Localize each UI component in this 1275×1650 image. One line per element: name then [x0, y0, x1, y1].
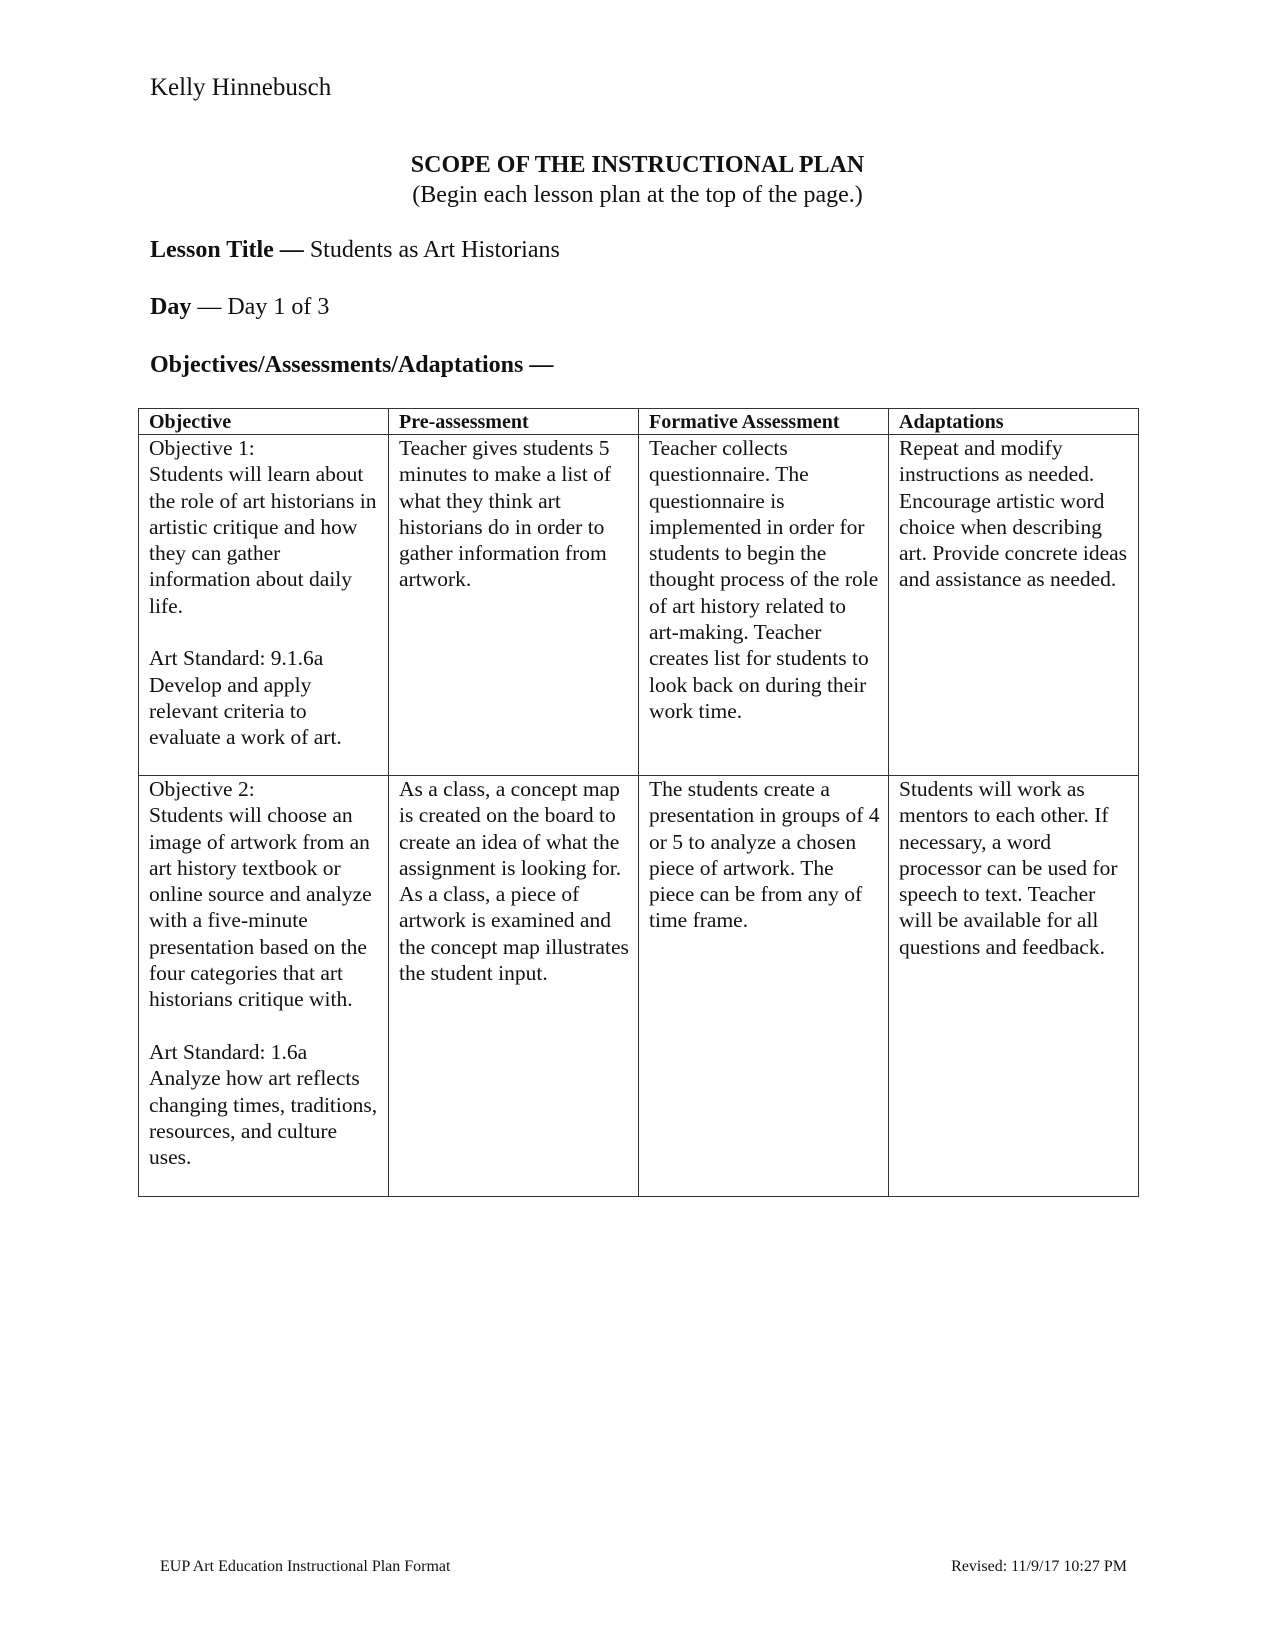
table-cell-adaptations [889, 435, 1139, 776]
table-header-row [139, 409, 1139, 435]
footer-right: Revised: 11/9/17 10:27 PM [951, 1558, 1127, 1575]
table-cell-adaptations [889, 776, 1139, 1197]
title-block [0, 150, 1275, 210]
header-formative-assessment: Formative Assessment [639, 409, 889, 435]
table-row [139, 776, 1139, 1197]
document-title: SCOPE OF THE INSTRUCTIONAL PLAN [410, 152, 865, 178]
cell-text: The students create a presentation in groups of 4 or 5 to analyze a chosen piece of artwork. The piece can be from any of time frame. [649, 777, 880, 933]
author-name: Kelly Hinnebusch [150, 74, 332, 101]
lesson-title-field [150, 235, 560, 265]
document-subtitle: (Begin each lesson plan at the top of the page.) [412, 182, 863, 208]
day-field [150, 292, 329, 322]
day-value: — Day 1 of 3 [197, 294, 330, 320]
header-adaptations: Adaptations [889, 409, 1139, 435]
table-cell-pre-assessment [389, 435, 639, 776]
table-cell-objective [139, 776, 389, 1197]
table-cell-pre-assessment [389, 776, 639, 1197]
day-label: Day [150, 294, 192, 320]
cell-text: Teacher collects questionnaire. The questionnaire is implemented in order for students to begin the thought process of the role of art history related to art-making. Teacher creates list for students to look back on during their work time. [649, 436, 879, 723]
cell-text: Teacher gives students 5 minutes to make a list of what they think art historians do in order to gather information from artwork. [399, 436, 611, 592]
cell-text: Students will work as mentors to each other. If necessary, a word processor can be used for speech to text. Teacher will be available for all questions and feedback. [899, 777, 1118, 959]
objectives-heading [150, 350, 553, 380]
objectives-heading-label: Objectives/Assessments/Adaptations — [150, 352, 554, 378]
header-pre-assessment: Pre-assessment [389, 409, 639, 435]
footer-left: EUP Art Education Instructional Plan Format [160, 1558, 451, 1575]
cell-text: Repeat and modify instructions as needed. Encourage artistic word choice when describing art. Provide concrete ideas and assistance as needed. [899, 436, 1128, 592]
table-cell-formative-assessment [639, 776, 889, 1197]
lesson-title-value: Students as Art Historians [309, 237, 560, 263]
table-row [139, 435, 1139, 776]
header-objective: Objective [139, 409, 389, 435]
instructional-plan-table [138, 408, 1139, 1197]
table-cell-formative-assessment [639, 435, 889, 776]
table-cell-objective [139, 435, 389, 776]
cell-text: Objective 2: Students will choose an image of artwork from an art history textbook or online source and analyze with a five-minute presentation based on the four categories that art historians critique with. Art Standard: 1.6a Analyze how art reflects changing times, traditions, resources, and culture uses. [149, 777, 378, 1170]
lesson-title-label: Lesson Title — [150, 237, 304, 263]
cell-text: As a class, a concept map is created on the board to create an idea of what the assignment is looking for. As a class, a piece of artwork is examined and the concept map illustrates the student input. [399, 777, 629, 986]
cell-text: Objective 1: Students will learn about the role of art historians in artistic critique and how they can gather information about daily life. Art Standard: 9.1.6a Develop and apply relevant criteria to evaluate a work of art. [149, 436, 377, 750]
